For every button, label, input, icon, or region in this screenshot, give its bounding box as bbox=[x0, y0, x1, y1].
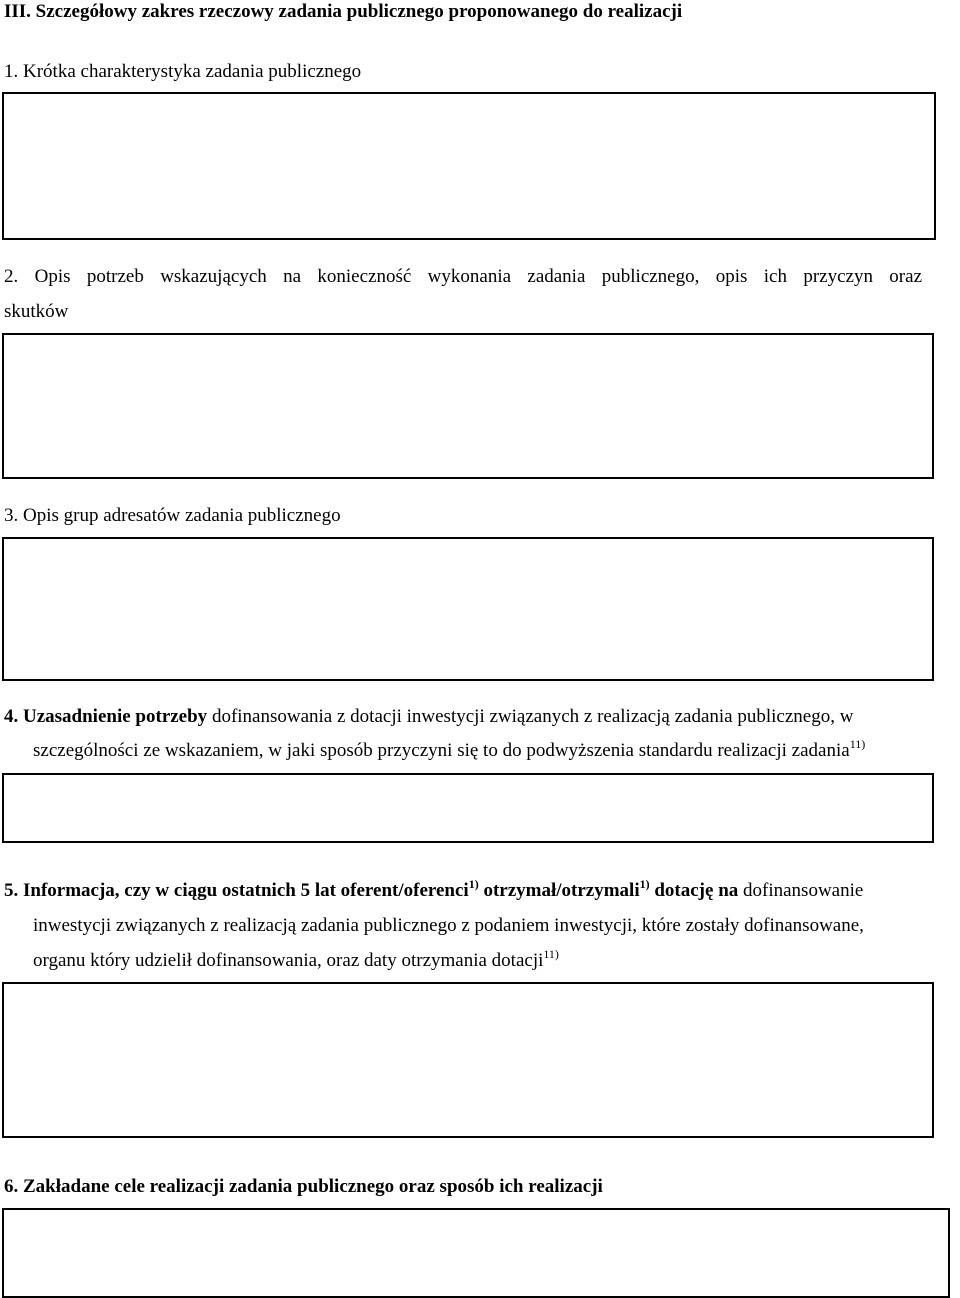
item-5-bold-part2: otrzymał/otrzymali bbox=[478, 880, 640, 901]
item-5-bold-part3: dotację na bbox=[649, 880, 739, 901]
item-1-text-box[interactable] bbox=[2, 92, 936, 240]
item-5-footnote-1: 1) bbox=[468, 877, 479, 891]
item-2-text-box[interactable] bbox=[2, 333, 934, 479]
item-5-line1-rest: dofinansowanie bbox=[738, 880, 864, 901]
item-4-line1-rest: dofinansowania z dotacji inwestycji związanych z realizacją zadania publicznego, w bbox=[207, 706, 854, 727]
item-5-text-box[interactable] bbox=[2, 982, 934, 1138]
item-5-title-line1 bbox=[4, 877, 864, 902]
item-5-title-line3 bbox=[33, 947, 559, 972]
item-5-line3-text: organu który udzielił dofinansowania, oraz daty otrzymania dotacji bbox=[33, 950, 544, 971]
item-4-bold-lead: 4. Uzasadnienie potrzeby bbox=[4, 706, 208, 727]
item-1-title: 1. Krótka charakterystyka zadania publicznego bbox=[4, 61, 362, 82]
item-6-text-box[interactable] bbox=[2, 1208, 950, 1298]
item-3-text-box[interactable] bbox=[2, 537, 934, 681]
item-5-title-line2: inwestycji związanych z realizacją zadania publicznego z podaniem inwestycji, które zostały dofinansowane, bbox=[33, 915, 864, 936]
item-3-title: 3. Opis grup adresatów zadania publicznego bbox=[4, 505, 341, 526]
item-5-footnote-3: 11) bbox=[543, 947, 559, 961]
item-4-title-line1 bbox=[4, 706, 853, 728]
item-4-title-line2 bbox=[33, 737, 866, 762]
item-2-title-line1: 2. Opis potrzeb wskazujących na konieczność wykonania zadania publicznego, opis ich przyczyn oraz bbox=[4, 266, 922, 287]
item-5-bold-part1: 5. Informacja, czy w ciągu ostatnich 5 lat oferent/oferenci bbox=[4, 880, 469, 901]
item-4-text-box[interactable] bbox=[2, 773, 934, 843]
item-4-line2-text: szczególności ze wskazaniem, w jaki sposób przyczyni się to do podwyższenia standardu realizacji zadania bbox=[33, 740, 850, 761]
item-2-title-line2: skutków bbox=[4, 301, 69, 322]
section-heading: III. Szczegółowy zakres rzeczowy zadania publicznego proponowanego do realizacji bbox=[4, 1, 683, 22]
item-6-title: 6. Zakładane cele realizacji zadania publicznego oraz sposób ich realizacji bbox=[4, 1176, 603, 1197]
item-5-footnote-2: 1) bbox=[639, 877, 650, 891]
item-4-footnote: 11) bbox=[849, 737, 866, 751]
